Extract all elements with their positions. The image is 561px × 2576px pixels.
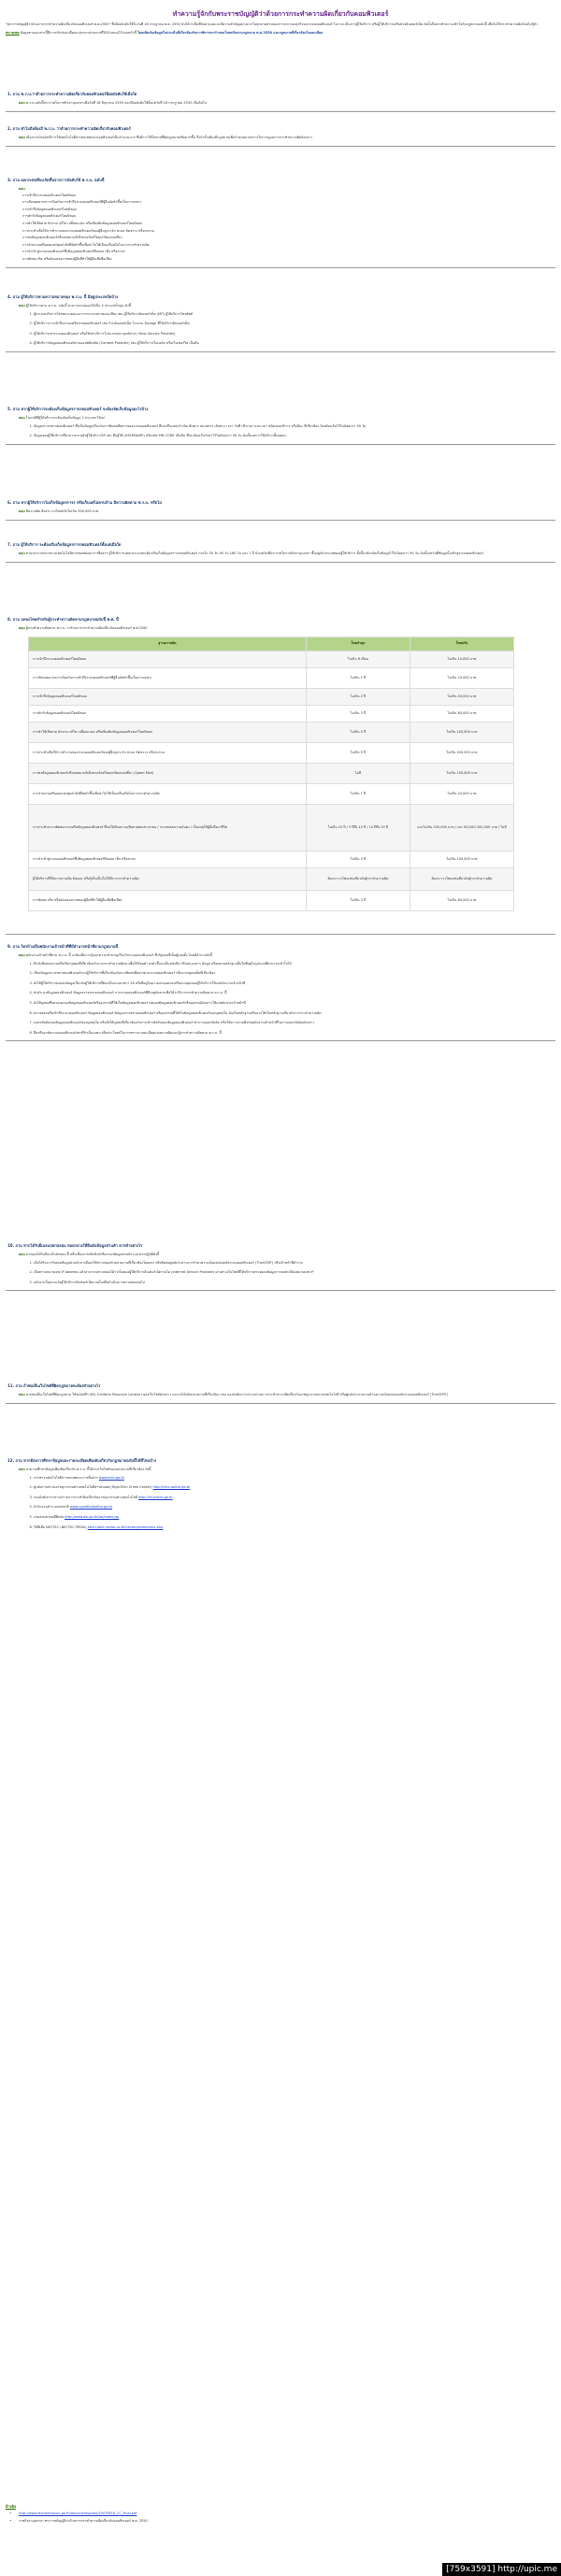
list-item: 1. ผู้ประกอบกิจการโทรคมนาคมและการกระจายภาพและเสียง เช่น ผู้ให้บริการอินเทอร์เน็ต (ISP) ผู้ให้บริการโทรศัพท์: [34, 312, 546, 317]
list-item: การกระทำเพื่อให้การทำงานของระบบคอมพิวเตอร์ของผู้อื่นถูกระงับ ชะลอ ขัดขวาง หรือรบกวน: [22, 228, 155, 233]
question-title: 4. ถาม ผู้ให้บริการตามความหมายของ พ.ร.บ. นี้ มีอยู่ประเภทใดบ้าง: [7, 294, 119, 299]
list-item: 3. สั่งให้ผู้ให้บริการส่งมอบข้อมูลเกี่ยวกับผู้ใช้บริการที่ต้องเก็บตามมาตรา 26 หรือที่อยู่ในความครอบครองหรือควบคุมของผู้ให้บริการให้แก่พนักงานเจ้าหน้าที่: [34, 981, 546, 986]
answer-text: สามารถศึกษาข้อมูลเพิ่มเติมเกี่ยวกับ พ.ร.บ. นี้ได้จากเว็บไซต์ของหน่วยงานที่เกี่ยวข้อง ดังนี้: [25, 1467, 151, 1471]
column-header: โทษจำคุก: [307, 637, 410, 651]
divider: [6, 1290, 555, 1291]
prison-cell: ไม่เกิน 5 ปี: [307, 742, 410, 763]
prison-cell: ไม่เกิน 3 ปี: [307, 705, 410, 722]
link-label: กรมสอบสวนคดีพิเศษ: [34, 1514, 64, 1519]
list-item: 3. หลังจากนั้นควรแจ้งผู้ให้บริการอินเทอร์เน็ตรายนั้นเพื่อดำเนินการตรวจสอบต่อไป: [34, 1281, 546, 1285]
list-item: 4. ผู้ให้บริการข้อมูลคอมพิวเตอร์ผ่านแอปพลิเคชัน (Content Provider) เช่น ผู้ให้บริการเว็บบอร์ด หรือเว็บเซอร์วิส เป็นต้น: [34, 341, 546, 346]
data-list: [6, 424, 555, 438]
answer: [6, 623, 555, 631]
answer-text: เนื่องจากปัจจุบันมีการใช้เทคโนโลยีสารสนเทศและคอมพิวเตอร์เป็นจำนวนมาก ซึ่งมีการใช้ในทางที่ผิดกฎหมายเพิ่มมากขึ้น จึงจำเป็นต้องมีกฎหมายเพื่อกำหนดมาตรการในการดูแลการกระทำความผิดดังกล่าว: [25, 136, 313, 139]
prison-cell: ไม่เกิน 3 ปี: [307, 890, 410, 910]
fine-cell: ไม่เกิน 100,000 บาท: [410, 763, 513, 783]
list-item: การนำเข้าสู่ระบบคอมพิวเตอร์ซึ่งข้อมูลคอมพิวเตอร์ที่ปลอม เท็จ หรือลามก: [22, 250, 125, 254]
answer-text: พ.ร.บ.ฉบับนี้ประกาศในราชกิจจานุเบกษาเมื่อวันที่ 18 มิถุนายน 2550 และมีผลบังคับใช้ตั้งแต่วันที่ 18 กรกฎาคม 2550 เป็นต้นไป: [25, 101, 207, 105]
list-item: การทำให้เสียหาย ทำลาย แก้ไข เปลี่ยนแปลง หรือเพิ่มเติมข้อมูลคอมพิวเตอร์โดยมิชอบ: [22, 221, 143, 225]
fine-cell: ต้องระวางโทษเช่นเดียวกับผู้กระทำความผิด: [410, 867, 513, 890]
authority-list: [6, 962, 555, 1036]
prison-cell: ไม่มี: [307, 763, 410, 783]
link-label: สำนักงานตำรวจแห่งชาติ: [34, 1505, 69, 1510]
list-item: การดักรับข้อมูลคอมพิวเตอร์โดยมิชอบ: [22, 214, 77, 219]
faq-section-12: [6, 1458, 555, 1535]
question-title: 1. ถาม พ.ร.บ.ว่าด้วยการกระทำความผิดเกี่ยวกับคอมพิวเตอร์มีผลบังคับใช้เมื่อใด: [7, 92, 137, 96]
list-item: การตัดต่อ เติม หรือดัดแปลงภาพของผู้อื่นที่ทำให้ผู้อื่นเสียชื่อเสียง: [22, 256, 112, 261]
answer: [6, 950, 555, 958]
divider: [6, 444, 555, 445]
penalty-table: [28, 637, 514, 911]
references: [6, 2505, 555, 2527]
offence-cell: การตัดต่อ เติม หรือดัดแปลงภาพของผู้อื่นที่ทำให้ผู้อื่นเสียชื่อเสียง: [29, 890, 307, 910]
offence-cell: การเข้าถึงข้อมูลคอมพิวเตอร์โดยมิชอบ: [29, 688, 307, 705]
answer-label: ตอบ: [19, 101, 25, 105]
fine-cell: ไม่เกิน 40,000 บาท: [410, 688, 513, 705]
link-label: กองบังคับการปราบปรามการกระทำผิดเกี่ยวกับอาชญากรรมทางเทคโนโลยี: [34, 1495, 137, 1499]
table-row: [29, 722, 514, 742]
list-item: การจำหน่ายหรือเผยแพร่ชุดคำสั่งที่จัดทำขึ้นเพื่อนำไปใช้เป็นเครื่องมือในการกระทำความผิด: [22, 242, 150, 247]
resource-link[interactable]: http://htcc.police.go.th: [152, 1485, 191, 1490]
fine-cell: ไม่เกิน 100,000 บาท: [410, 851, 513, 867]
answer-label: ตอบ: [19, 509, 25, 513]
list-item: 2. เมื่อทราบหมายเลข IP Address แล้วสามารถตรวจสอบได้ว่าเป็นของผู้ให้บริการอินเทอร์เน็ตรายใด (Internet Service Provider) ผ่านทางเว็บไซต์ที่ให้บริการตรวจสอบข้อมูลการจดทะเบียนหมายเลข IP: [34, 1270, 546, 1275]
answer-label: ตอบ: [19, 1393, 25, 1396]
answer: [6, 132, 555, 140]
answer-label: ตอบ: [19, 1467, 25, 1471]
faq-section-7: [6, 542, 555, 566]
answer-label: ตอบ: [19, 136, 25, 139]
list-item: 2. เรียกข้อมูลจราจรทางคอมพิวเตอร์จากผู้ให้บริการที่เกี่ยวข้องกับการติดต่อสื่อสารผ่านระบบคอมพิวเตอร์ หรือจากบุคคลอื่นที่เกี่ยวข้อง: [34, 971, 546, 976]
list-item: การส่งข้อมูลคอมพิวเตอร์หรือจดหมายอิเล็กทรอนิกส์โดยปกปิดแหล่งที่มา: [22, 236, 123, 240]
divider: [6, 520, 555, 521]
answer-text: ในกรณีที่ผู้ให้บริการจะต้องจัดเก็บข้อมูล 2 ประเภท ได้แก่: [25, 416, 106, 420]
faq-section-10: [6, 1243, 555, 1295]
list-item: 1. ข้อมูลจราจรทางคอมพิวเตอร์ ซึ่งเป็นข้อมูลเกี่ยวกับการติดต่อสื่อสารของระบบคอมพิวเตอร์ ที่บอกถึงแหล่งกำเนิด ต้นทาง ปลายทาง เส้นทาง เวลา วันที่ ปริมาณ ระยะเวลา ชนิดของบริการ หรืออื่นๆ ที่เกี่ยวข้อง โดยต้องเก็บไว้ไม่น้อยกว่า 90 วัน: [34, 424, 546, 429]
faq-section-11: [6, 1383, 555, 1408]
steps-list: [6, 1261, 555, 1285]
question-title: 3. ถาม ผลกระทบที่จะเกิดขึ้นจากการบังคับใช้ พ.ร.บ. ฉบับนี้: [7, 178, 105, 182]
divider: [6, 562, 555, 563]
prison-cell: ไม่เกิน 5 ปี: [307, 851, 410, 867]
faq-section-3: [6, 178, 555, 272]
faq-section-9: [6, 944, 555, 1045]
question-title: 12. ถาม หากต้องการศึกษาข้อมูลและรายละเอียดเพิ่มเติมเกี่ยวกับกฎหมายฉบับนี้ได้ที่ไหนบ้าง: [7, 1458, 157, 1463]
resource-links: [6, 1476, 555, 1530]
note-label: หมายเหตุ: [6, 30, 20, 35]
answer: [6, 548, 555, 556]
answer: [6, 1249, 555, 1257]
watermark: [759x3591] http://upic.me: [442, 2563, 561, 2576]
offence-cell: การกระทำเพื่อให้การทำงานของระบบคอมพิวเตอร์ของผู้อื่นถูกระงับ ชะลอ ขัดขวาง หรือรบกวน: [29, 742, 307, 763]
prison-cell: ไม่เกิน 6 เดือน: [307, 651, 410, 667]
list-item: 5. สั่งให้บุคคลซึ่งครอบครองข้อมูลคอมพิวเตอร์หรืออุปกรณ์ที่ใช้เก็บข้อมูลคอมพิวเตอร์ ส่งมอบข้อมูลคอมพิวเตอร์หรืออุปกรณ์ดังกล่าวให้แก่พนักงานเจ้าหน้าที่: [34, 1001, 546, 1006]
table-row: [29, 890, 514, 910]
offence-cell: การเข้าถึงระบบคอมพิวเตอร์โดยมิชอบ: [29, 651, 307, 667]
answer: [6, 300, 555, 308]
divider: [6, 1040, 555, 1041]
table-row: [29, 688, 514, 705]
answer-label: ตอบ: [19, 551, 25, 555]
column-header: โทษปรับ: [410, 637, 513, 651]
list-item: 4. ทำสำเนาข้อมูลคอมพิวเตอร์ ข้อมูลจราจรทางคอมพิวเตอร์ จากระบบคอมพิวเตอร์ที่มีเหตุอันควรเชื่อได้ว่ามีการกระทำความผิดตาม พ.ร.บ. นี้: [34, 991, 546, 995]
link-label: วิกิพีเดีย NECTEC (NECTEC PEDIA): [34, 1524, 87, 1529]
fine-cell: ไม่เกิน 20,000 บาท: [410, 667, 513, 688]
list-item: [34, 1476, 546, 1481]
list-item: [34, 1515, 546, 1520]
prison-cell: ไม่เกิน 1 ปี: [307, 667, 410, 688]
link-label: กระทรวงเทคโนโลยีสารสนเทศและการสื่อสาร: [34, 1475, 98, 1480]
resource-link[interactable]: www.royalthaipolice.go.th: [69, 1505, 113, 1510]
table-row: [29, 867, 514, 890]
answer-text: พนักงานเจ้าหน้าที่ตาม พ.ร.บ. นี้ จะต้องมีความรู้และความชำนาญเกี่ยวกับระบบคอมพิวเตอร์ ซึ่งรัฐมนตรีเป็นผู้แต่งตั้ง โดยมีอำนาจดังนี้: [25, 953, 212, 957]
table-row: [29, 763, 514, 783]
table-row: [29, 783, 514, 804]
resource-link[interactable]: http://ict.police.go.th: [138, 1495, 173, 1499]
list-item: 1. เมื่อได้รับการร้องขอข้อมูลส่วนตัวจากอีเมลให้ตรวจสอบกับหน่วยงานที่เกี่ยวข้องโดยตรง หรือติดต่อศูนย์ประสานการรักษาความมั่นคงปลอดภัยระบบคอมพิวเตอร์ (ThaiCERT) หรือเจ้าหน้าที่ตำรวจ: [34, 1261, 546, 1266]
references-list: [6, 2512, 555, 2524]
note-highlight: โดยเพิ่มเติมข้อมูลในประเด็นที่เกี่ยวข้องกับการพิจารณากำหนดโทษปรับตามกฎหมาย พ.ศ.2550 และกฎหมายที่เกี่ยวข้องโดยละเอียด: [137, 30, 324, 35]
resource-link[interactable]: http://wiki.nectec.or.th/nectecpedia/index.php: [87, 1524, 164, 1529]
prison-cell: ต้องระวางโทษเช่นเดียวกับผู้กระทำความผิด: [307, 867, 410, 890]
table-row: [29, 804, 514, 851]
list-item: 1. มีหนังสือสอบถามหรือเรียกบุคคลที่เกี่ยวข้องกับการกระทำความผิดมาเพื่อให้ถ้อยคำ ส่งคำชี้แจงเป็นหนังสือ หรือส่งเอกสาร ข้อมูล หรือพยานหลักฐานอื่นใดที่อยู่ในรูปแบบที่สามารถเข้าใจได้: [34, 962, 546, 966]
fine-cell: ไม่เกิน 100,000 บาท: [410, 742, 513, 763]
offence-list: [6, 193, 555, 262]
list-item: [19, 2512, 555, 2516]
link-label: ศูนย์ปราบปรามอาชญากรรมทางเทคโนโลยีสารสนเทศ (High-Tech Crime Center): [34, 1485, 152, 1490]
list-item: การเข้าถึงข้อมูลคอมพิวเตอร์โดยมิชอบ: [22, 207, 77, 211]
answer-label: ตอบ: [19, 1252, 25, 1256]
list-item: 6. ตรวจสอบหรือเข้าถึงระบบคอมพิวเตอร์ ข้อมูลคอมพิวเตอร์ ข้อมูลจราจรทางคอมพิวเตอร์ หรืออุปกรณ์ที่ใช้เก็บข้อมูลคอมพิวเตอร์ของบุคคลใด อันเป็นหลักฐานหรืออาจใช้เป็นหลักฐานเกี่ยวกับการกระทำความผิด: [34, 1011, 546, 1016]
faq-section-6: [6, 500, 555, 524]
list-item: [34, 1525, 546, 1530]
prison-cell: ไม่เกิน 5 ปี: [307, 722, 410, 742]
answer-text: หากพบเห็นเว็บไซต์ที่ผิดกฎหมาย ให้จดบันทึก URL (Uniform Resource Locator) ของเว็บไซต์ดังกล่าว และแจ้งไปยังหน่วยงานที่เกี่ยวข้อง เช่น กองบังคับการปราบปรามการกระทำความผิดเกี่ยวกับอาชญากรรมทางเทคโนโลยี หรือศูนย์ประสานงานด้านความมั่นคงปลอดภัยระบบคอมพิวเตอร์ (ThaiCERT): [25, 1393, 449, 1396]
question-title: 8. ถาม บทลงโทษสำหรับผู้กระทำความผิดตามกฎหมายฉบับนี้ พ.ศ. นี้: [7, 617, 119, 622]
question-title: 6. ถาม หากผู้ให้บริการไม่เก็บข้อมูลจราจร หรือเก็บแต่ไม่ครบถ้วน มีความผิดตาม พ.ร.บ. หรือไม่: [7, 500, 162, 505]
column-header: ฐานความผิด: [29, 637, 307, 651]
table-row: [29, 851, 514, 867]
offence-cell: การทำให้เสียหาย ทำลาย แก้ไข เปลี่ยนแปลง หรือเพิ่มเติมข้อมูลคอมพิวเตอร์โดยมิชอบ: [29, 722, 307, 742]
resource-link[interactable]: www.mict.go.th: [98, 1475, 124, 1480]
answer-text: ผู้กระทำความผิดตาม พ.ร.บ. ว่าด้วยการกระทำความผิดเกี่ยวกับคอมพิวเตอร์ พ.ศ.2550: [25, 626, 148, 630]
question-title: 11. ถาม ถ้าพบเห็นเว็บไซต์ที่ผิดกฎหมายจะต้องทำอย่างไร: [7, 1383, 101, 1388]
answer-label: ตอบ: [19, 187, 25, 191]
table-row: [29, 705, 514, 722]
provider-list: [6, 312, 555, 346]
divider: [6, 1403, 555, 1404]
offence-cell: การดักรับข้อมูลคอมพิวเตอร์โดยมิชอบ: [29, 705, 307, 722]
list-item: [34, 1485, 546, 1490]
references-label: อ้างอิง: [6, 2504, 16, 2509]
faq-section-4: [6, 294, 555, 356]
answer: [6, 97, 555, 106]
list-item: 7. ถอดรหัสลับของข้อมูลคอมพิวเตอร์ของบุคคลใด หรือสั่งให้บุคคลที่เกี่ยวข้องกับการเข้ารหัสลับของข้อมูลคอมพิวเตอร์ ทำการถอดรหัสลับ หรือให้ความร่วมมือกับพนักงานเจ้าหน้าที่ในการถอดรหัสลับดังกล่าว: [34, 1021, 546, 1025]
divider: [6, 351, 555, 352]
list-item: 3. ผู้ให้บริการเช่าระบบคอมพิวเตอร์ หรือให้เช่าบริการโปรแกรมประยุกต์ต่างๆ (Host Service Provider): [34, 332, 546, 336]
fine-cell: ไม่เกิน 100,000 บาท: [410, 722, 513, 742]
offence-cell: การเปิดเผยมาตรการป้องกันการเข้าถึงระบบคอมพิวเตอร์ที่ผู้อื่นจัดทำขึ้นเป็นการเฉพาะ: [29, 667, 307, 688]
faq-section-2: [6, 126, 555, 150]
question-title: 7. ถาม ผู้ให้บริการ จะต้องเริ่มเก็บข้อมูลจราจรคอมพิวเตอร์ตั้งแต่เมื่อใด: [7, 542, 122, 547]
answer-label: ตอบ: [19, 416, 25, 420]
resource-link[interactable]: http://www.dsi.go.th/dsi/index.jsp: [65, 1514, 120, 1519]
offence-cell: การนำเข้าสู่ระบบคอมพิวเตอร์ซึ่งข้อมูลคอมพิวเตอร์ที่ปลอม เท็จ หรือลามก: [29, 851, 307, 867]
fine-cell: ไม่เกิน 10,000 บาท: [410, 651, 513, 667]
answer-text: มีความผิด ต้องระวางโทษปรับไม่เกิน 500,000 บาท: [25, 509, 99, 513]
prison-cell: ไม่เกิน 1 ปี: [307, 783, 410, 804]
divider: [6, 111, 555, 112]
answer-text: หากคุณได้รับอีเมลในลักษณะนี้ หลีกเลี่ยงการคลิกลิงก์หรือกรอกข้อมูลส่วนตัว และควรปฏิบัติดังนี้: [25, 1252, 160, 1256]
offence-cell: การส่งข้อมูลคอมพิวเตอร์หรือจดหมายอิเล็กทรอนิกส์โดยปกปิดแหล่งที่มา (Spam Mail): [29, 763, 307, 783]
divider: [6, 146, 555, 147]
fine-cell: ไม่เกิน 20,000 บาท: [410, 783, 513, 804]
list-item: 8. ยึดหรืออายัดระบบคอมพิวเตอร์เท่าที่จำเป็นเฉพาะเพื่อประโยชน์ในการทราบรายละเอียดแห่งความผิดและผู้กระทำความผิดตาม พ.ร.บ. นี้: [34, 1031, 546, 1036]
faq-section-1: [6, 92, 555, 116]
answer: [6, 1464, 555, 1472]
list-item: 2. ข้อมูลของผู้ใช้บริการที่สามารถระบุตัวผู้ใช้บริการได้ เช่น ชื่อผู้ใช้ (USERNAME) หรือรหัส PIN CODE เป็นต้น ซึ่งจะต้องเก็บรักษาไว้ไม่น้อยกว่า 90 วัน นับตั้งแต่การใช้บริการสิ้นสุดลง: [34, 434, 546, 438]
list-item: การเปิดเผยมาตรการป้องกันการเข้าถึงระบบคอมพิวเตอร์ที่ผู้อื่นจัดทำขึ้นเป็นการเฉพาะ: [22, 200, 142, 205]
answer: [6, 183, 555, 192]
question-title: 10. ถาม หากได้รับอีเมลแปลกปลอม หลอกลวงให้ยืนยันข้อมูลส่วนตัว ควรทำอย่างไร: [7, 1243, 143, 1248]
answer: [6, 1389, 555, 1397]
table-row: [29, 667, 514, 688]
offence-cell: การจำหน่ายหรือเผยแพร่ชุดคำสั่งที่จัดทำขึ้นเพื่อนำไปใช้เป็นเครื่องมือในการกระทำความผิด: [29, 783, 307, 804]
answer-label: ตอบ: [19, 953, 25, 957]
list-item: การเข้าถึงระบบคอมพิวเตอร์โดยมิชอบ: [22, 193, 77, 197]
prison-cell: ไม่เกิน 2 ปี: [307, 688, 410, 705]
answer: [6, 412, 555, 421]
answer-text: ผู้ให้บริการตาม พ.ร.บ. ฉบับนี้ สามารถแบ่งออกได้เป็น 4 ประเภทใหญ่ๆ ดังนี้: [25, 304, 132, 308]
list-item: 2. ผู้ให้บริการการเข้าถึงระบบเครือข่ายคอมพิวเตอร์ เช่น ร้านอินเทอร์เน็ต โรงแรม ห้องสมุด ที่ให้บริการอินเทอร์เน็ต: [34, 322, 546, 326]
table-header-row: [29, 637, 514, 651]
divider: [6, 267, 555, 268]
divider: [6, 934, 555, 935]
fine-cell: ไม่เกิน 60,000 บาท: [410, 890, 513, 910]
reference-link[interactable]: http://www.etcommission.go.th/documents/laws/20070618_CC_Final.pdf: [19, 2511, 137, 2515]
note-paragraph: [0, 27, 561, 36]
faq-section-8: [6, 617, 555, 938]
faq-section-5: [6, 407, 555, 449]
answer-text: ตามประกาศกระทรวงเทคโนโลยีสารสนเทศและการสื่อสาร ผู้ให้บริการแต่ละประเภทจะต้องเริ่มเก็บข้อมูลจราจรคอมพิวเตอร์ ภายใน 30 วัน 90 วัน 180 วัน และ 1 ปี นับแต่วันที่ประกาศในราชกิจจานุเบกษา ขึ้นอยู่กับประเภทของผู้ให้บริการ ทั้งนี้จะต้องจัดเก็บข้อมูลไว้ไม่น้อยกว่า 90 วัน นับตั้งแต่วันที่ข้อมูลนั้นเข้าสู่ระบบคอมพิวเตอร์: [25, 551, 484, 555]
question-title: 9. ถาม ใครบ้างเป็นพนักงานเจ้าหน้าที่ที่มีอำนาจหน้าที่ตามกฎหมายนี้: [7, 944, 119, 949]
question-title: 2. ถาม ทำไมถึงต้องมี พ.ร.บ. ว่าด้วยการกระทำความผิดเกี่ยวกับคอมพิวเตอร์: [7, 126, 131, 131]
question-title: 5. ถาม หากผู้ให้บริการจะต้องเก็บข้อมูลจราจรคอมพิวเตอร์ จะต้องจัดเก็บข้อมูลอะไรบ้าง: [7, 407, 149, 411]
answer: [6, 506, 555, 514]
table-row: [29, 742, 514, 763]
intro-paragraph: "พระราชบัญญัติว่าด้วยการกระทำความผิดเกี่ยวกับคอมพิวเตอร์ พ.ศ.2550" ซึ่งมีผลบังคับใช้ในวันที่ 18 กรกฎาคม พ.ศ. 2550 นับได้ว่าเป็นที่จับตามองและมีความสำคัญอย่างมากในทุกภาคส่วนของการประกอบธุรกิจบนระบบคอมพิวเตอร์ ไม่ว่าจะเป็นการผู้ให้บริการ หรือผู้ใช้บริการเครือข่ายอินเทอร์เน็ต ดังนั้นจึงควรทำความเข้าใจกับกฎหมายฉบับนี้ เพื่อไม่ให้กระทำความผิดโดยไม่รู้ตัว: [6, 22, 538, 26]
list-item: [34, 1505, 546, 1510]
answer-label: ตอบ: [19, 304, 25, 308]
note-text: ข้อมูลตามเอกสารนี้มีการปรับปรุงเปลี่ยนแปลงบางส่วนจากที่ได้นำเสนอไว้ก่อนหน้านี้: [20, 30, 137, 35]
fine-cell: ไม่เกิน 60,000 บาท: [410, 705, 513, 722]
answer-label: ตอบ: [19, 626, 25, 630]
offence-cell: ผู้ให้บริการที่ให้ความร่วมมือ ยินยอม หรือรู้เห็นเป็นใจให้มีการกระทำความผิด: [29, 867, 307, 890]
table-row: [29, 651, 514, 667]
prison-cell: ไม่เกิน 10 ปี / 3 ปีถึง 15 ปี / 10 ปีถึง 20 ปี: [307, 804, 410, 851]
page-title: ทำความรู้จักกับพระราชบัญญัติว่าด้วยการกระทำความผิดเกี่ยวกับคอมพิวเตอร์: [172, 10, 389, 18]
list-item: • ราชกิจจานุเบกษา พระราชบัญญัติว่าด้วยการกระทำความผิดเกี่ยวกับคอมพิวเตอร์ พ.ศ. 2550: [19, 2519, 555, 2524]
list-item: [34, 1496, 546, 1500]
offence-cell: การกระทำความผิดต่อระบบหรือข้อมูลคอมพิวเตอร์ ที่ก่อให้เกิดความเสียหายต่อประชาชน / กระทบต่อความมั่นคง / เป็นเหตุให้ผู้อื่นถึงแก่ชีวิต: [29, 804, 307, 851]
fine-cell: และไม่เกิน 200,000 บาท / และ 60,000-300,000 บาท / ไม่มี: [410, 804, 513, 851]
